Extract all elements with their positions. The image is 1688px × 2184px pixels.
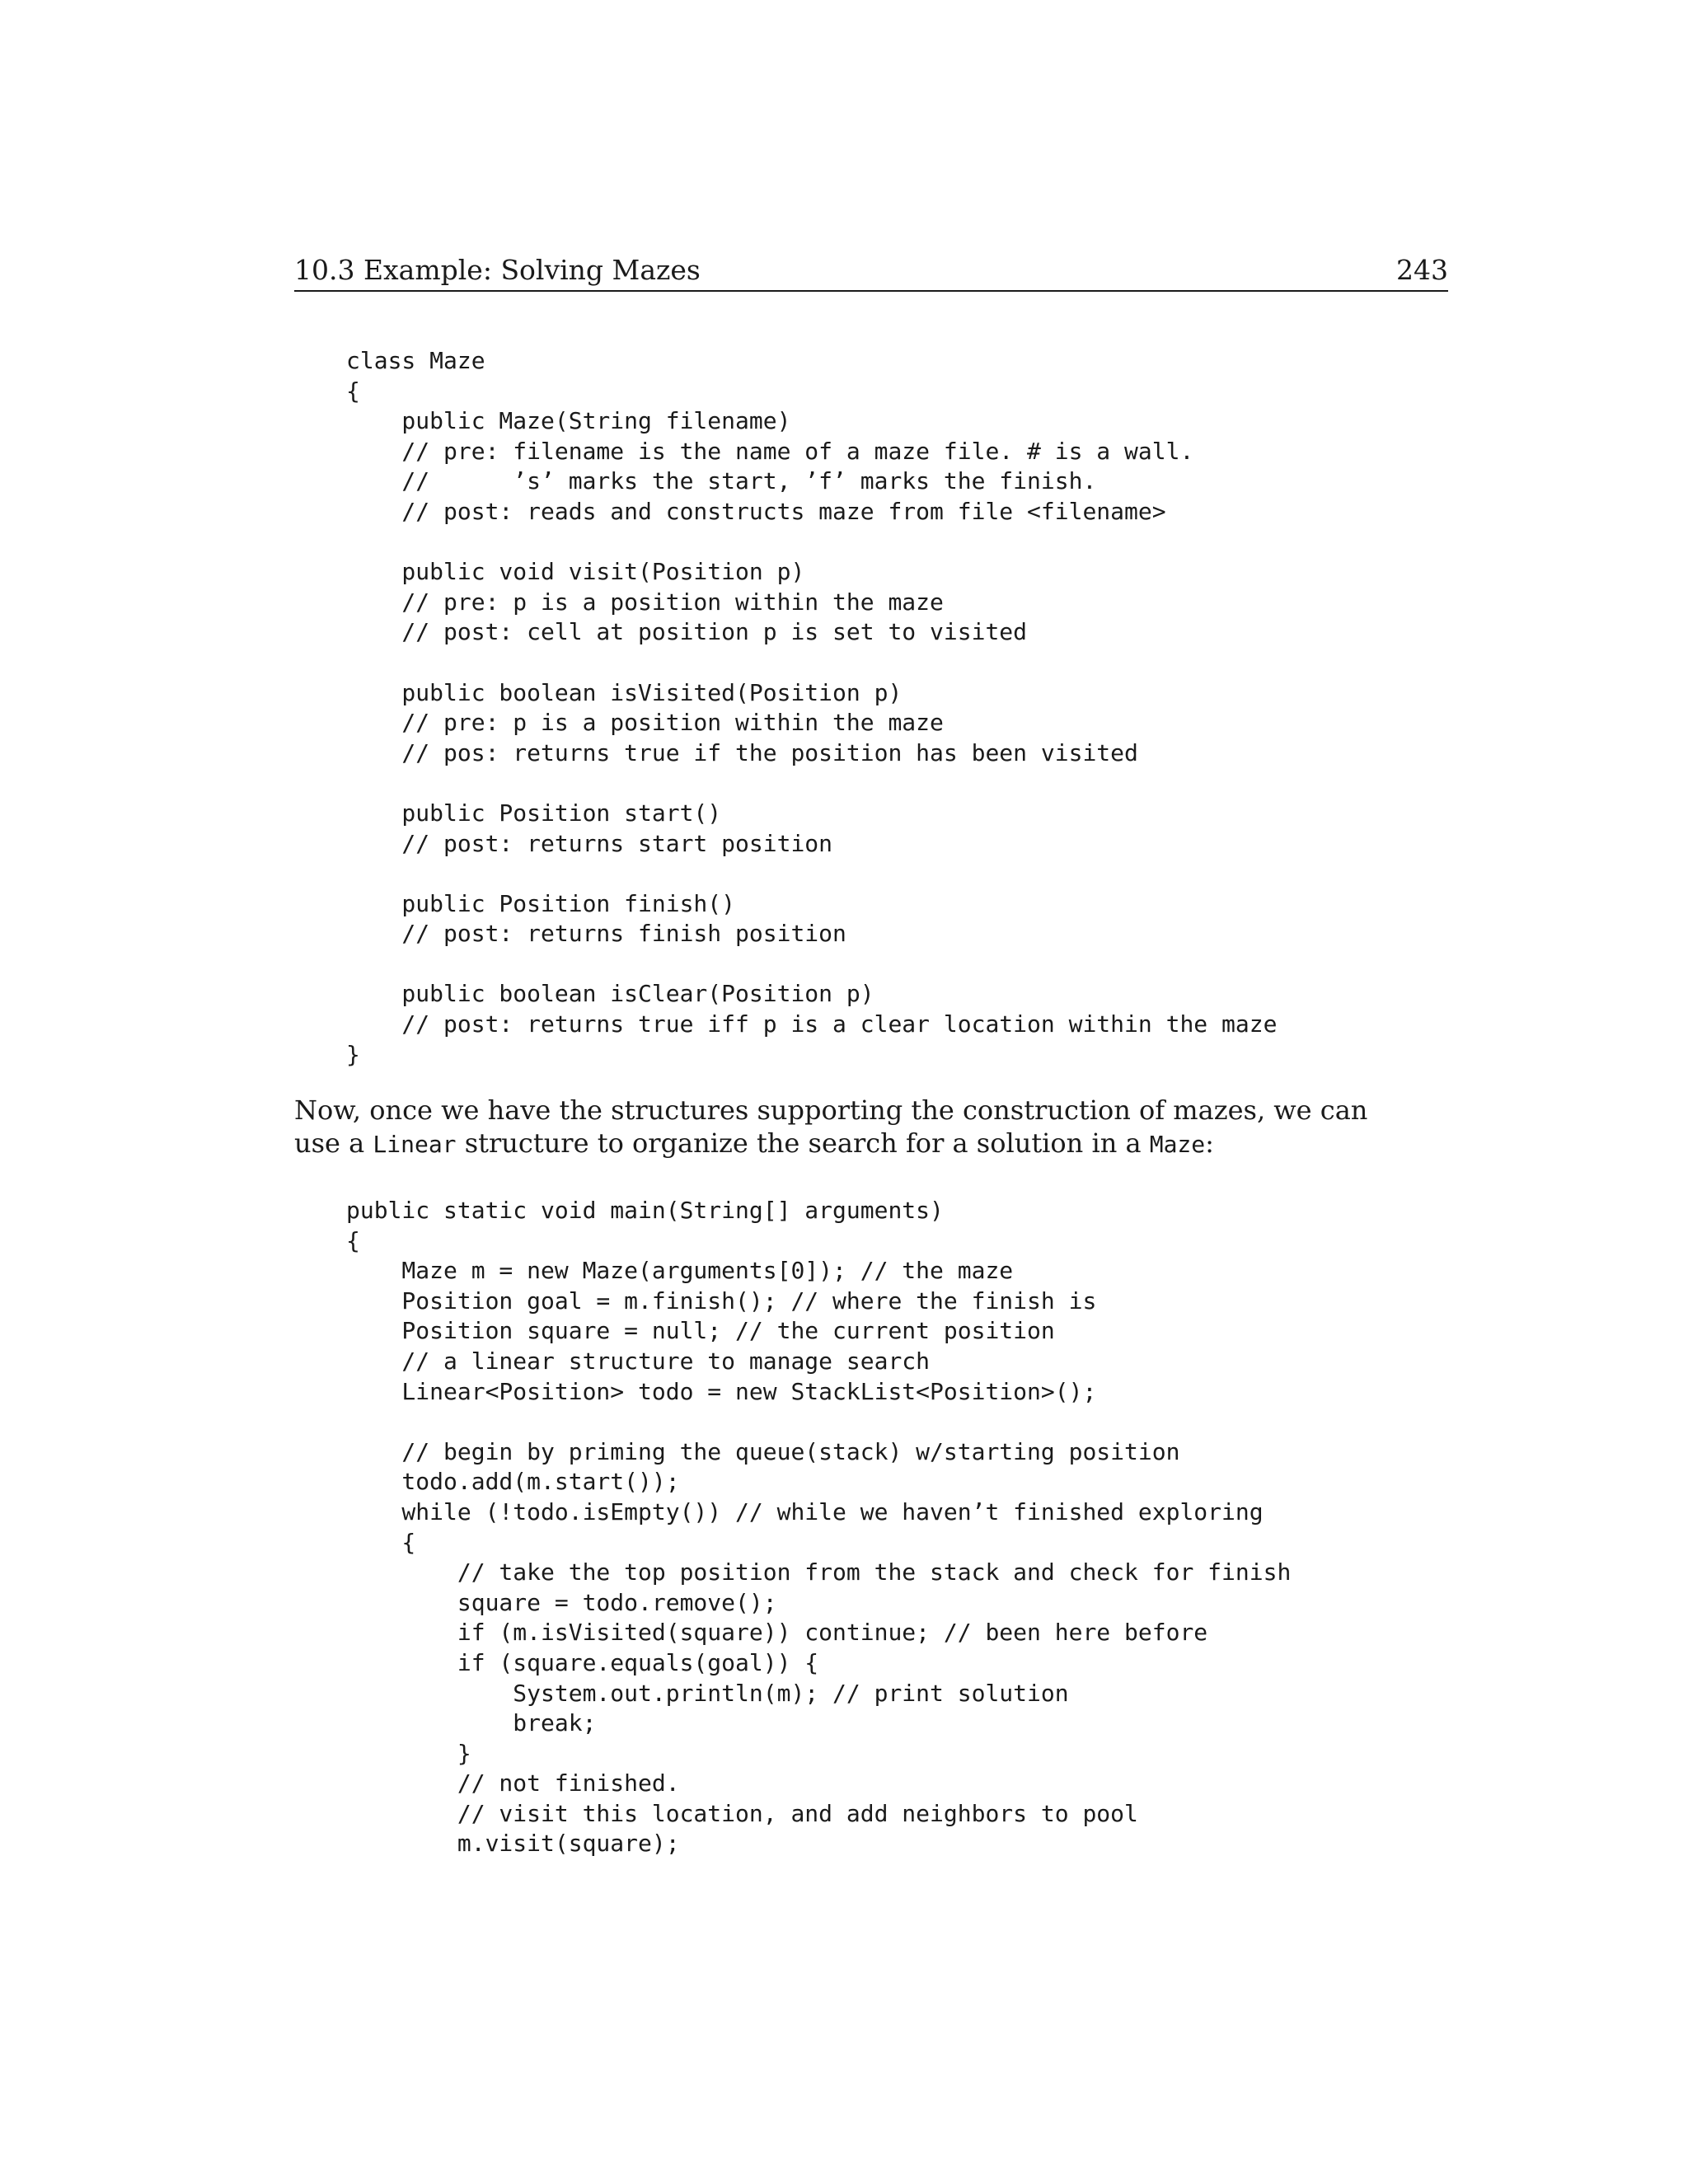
- code-line: public void visit(Position p): [346, 558, 805, 586]
- code-line: {: [346, 377, 360, 405]
- code-line: class Maze: [346, 347, 485, 374]
- code-line: public Maze(String filename): [346, 407, 791, 435]
- code-line: // not finished.: [346, 1769, 680, 1797]
- code-line: Maze m = new Maze(arguments[0]); // the maze: [346, 1257, 1014, 1285]
- code-line: // pre: p is a position within the maze: [346, 709, 944, 737]
- main-method-code-listing: [346, 1196, 1291, 1859]
- code-line: public boolean isVisited(Position p): [346, 678, 903, 706]
- paragraph-text: use a: [294, 1127, 373, 1159]
- code-line: Position goal = m.finish(); // where the finish is: [346, 1286, 1097, 1315]
- code-line: {: [346, 1528, 416, 1556]
- code-line: // visit this location, and add neighbors to pool: [346, 1799, 1138, 1827]
- code-line: // take the top position from the stack and check for finish: [346, 1558, 1292, 1586]
- code-line: public Position start(): [346, 799, 722, 827]
- code-line: [346, 949, 1277, 980]
- running-head: [294, 252, 1448, 288]
- code-line: [346, 527, 1277, 558]
- code-line: m.visit(square);: [346, 1830, 680, 1858]
- code-line: // post: returns start position: [346, 829, 833, 857]
- code-line: while (!todo.isEmpty()) // while we haven’t finished exploring: [346, 1497, 1264, 1526]
- code-line: [346, 1407, 1291, 1437]
- inline-code-maze: Maze: [1149, 1131, 1206, 1158]
- paragraph-line-2: [294, 1127, 1448, 1161]
- code-line: // ’s’ marks the start, ’f’ marks the finish.: [346, 467, 1097, 495]
- body-paragraph: [294, 1094, 1448, 1161]
- code-line: if (m.isVisited(square)) continue; // been here before: [346, 1619, 1208, 1647]
- code-line: }: [346, 1739, 471, 1767]
- header-rule: [294, 290, 1448, 292]
- section-title: 10.3 Example: Solving Mazes: [294, 254, 701, 286]
- code-line: Linear<Position> todo = new StackList<Position>();: [346, 1377, 1097, 1405]
- maze-class-code-listing: [346, 346, 1277, 1070]
- code-line: public Position finish(): [346, 889, 736, 917]
- code-line: [346, 648, 1277, 678]
- code-line: // post: returns finish position: [346, 920, 846, 948]
- code-line: if (square.equals(goal)) {: [346, 1648, 819, 1676]
- code-line: // a linear structure to manage search: [346, 1347, 931, 1375]
- code-line: break;: [346, 1709, 597, 1737]
- paragraph-text: :: [1205, 1127, 1214, 1159]
- code-line: }: [346, 1040, 360, 1068]
- code-line: public boolean isClear(Position p): [346, 980, 874, 1008]
- paragraph-line-1: Now, once we have the structures supporting the construction of mazes, we can: [294, 1094, 1368, 1126]
- page-number: 243: [1396, 254, 1448, 286]
- code-line: {: [346, 1226, 360, 1254]
- code-line: // post: reads and constructs maze from file <filename>: [346, 497, 1166, 525]
- code-line: // pre: filename is the name of a maze file. # is a wall.: [346, 437, 1194, 465]
- code-line: // pos: returns true if the position has been visited: [346, 738, 1138, 766]
- code-line: square = todo.remove();: [346, 1588, 777, 1616]
- paragraph-text: structure to organize the search for a solution in a: [456, 1127, 1150, 1159]
- code-line: // pre: p is a position within the maze: [346, 588, 944, 616]
- code-line: System.out.println(m); // print solution: [346, 1679, 1069, 1707]
- code-line: // begin by priming the queue(stack) w/starting position: [346, 1437, 1180, 1465]
- code-line: public static void main(String[] arguments): [346, 1197, 944, 1224]
- code-line: [346, 859, 1277, 889]
- code-line: // post: returns true iff p is a clear location within the maze: [346, 1010, 1278, 1038]
- inline-code-linear: Linear: [373, 1131, 457, 1158]
- code-line: // post: cell at position p is set to visited: [346, 618, 1028, 646]
- code-line: [346, 768, 1277, 799]
- code-line: todo.add(m.start());: [346, 1468, 680, 1496]
- code-line: Position square = null; // the current position: [346, 1317, 1055, 1345]
